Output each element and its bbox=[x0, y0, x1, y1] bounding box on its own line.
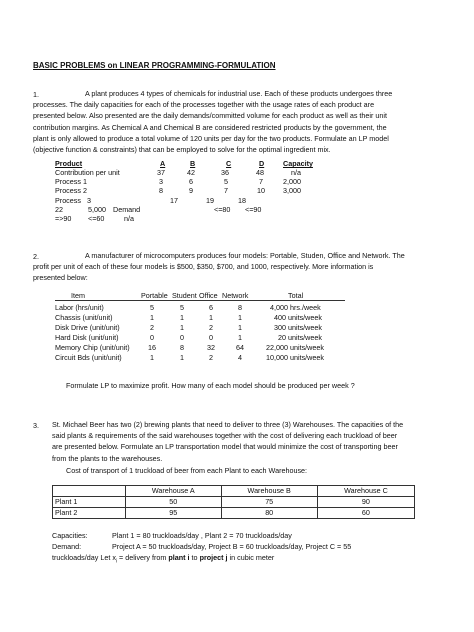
cell: 3,000 bbox=[283, 186, 301, 195]
table-header: Warehouse C bbox=[317, 486, 414, 497]
problem-2-number: 2. bbox=[33, 252, 39, 261]
portable-header: Portable bbox=[141, 291, 168, 300]
cell: 9 bbox=[189, 186, 193, 195]
cell: 1 bbox=[238, 313, 242, 322]
cell: 17 bbox=[170, 196, 178, 205]
page-title: BASIC PROBLEMS on LINEAR PROGRAMMING-FORMULATION bbox=[33, 61, 276, 70]
capacities-label: Capacities: bbox=[52, 531, 88, 540]
cell: 1 bbox=[209, 313, 213, 322]
cell: 22 bbox=[55, 205, 63, 214]
variable-definition bbox=[52, 554, 274, 564]
row-label: Labor (hrs/unit) bbox=[55, 303, 104, 312]
problem-1-line: contribution margins. As Chemical A and Chemical B are considered restricted products by the government, the bbox=[33, 122, 387, 132]
cell: 19 bbox=[206, 196, 214, 205]
problem-2-line: profit per unit of each of these four models is $500, $350, $700, and 1000, respectively. More information is bbox=[33, 262, 374, 272]
cell: 1 bbox=[180, 353, 184, 362]
var-def-post: in cubic meter bbox=[227, 553, 275, 562]
problem-3-text bbox=[52, 419, 442, 464]
transport-cost-table bbox=[52, 485, 415, 519]
problem-3-line: said plants & requirements of the said warehouses together with the cost of delivering each truckload of beer bbox=[52, 431, 398, 441]
cell: 18 bbox=[238, 196, 246, 205]
row-label: Demand bbox=[113, 205, 141, 214]
table-header: Warehouse B bbox=[221, 486, 317, 497]
capacities-text: Plant 1 = 80 truckloads/day , Plant 2 = 70 truckloads/day bbox=[112, 531, 292, 540]
table-row bbox=[53, 508, 415, 519]
network-header: Network bbox=[222, 291, 249, 300]
office-header: Office bbox=[199, 291, 218, 300]
var-def-plant: plant i bbox=[168, 553, 190, 562]
cell: 4 bbox=[238, 353, 242, 362]
cell: 6 bbox=[209, 303, 213, 312]
row-label: Chassis (unit/unit) bbox=[55, 313, 113, 322]
table-corner bbox=[53, 486, 126, 497]
cell: 2 bbox=[209, 353, 213, 362]
cell: 6 bbox=[189, 177, 193, 186]
table-cell: 90 bbox=[317, 497, 414, 508]
cell: 10,000 units/week bbox=[266, 353, 324, 362]
cell: 1 bbox=[180, 313, 184, 322]
row-label: Disk Drive (unit/unit) bbox=[55, 323, 120, 332]
problem-2-question: Formulate LP to maximize profit. How many of each model should be produced per week ? bbox=[66, 381, 355, 390]
problem-1-line: presented below. Also presented are the daily demands/committed volume for each product as well as their unit bbox=[33, 111, 387, 121]
table-cell: 50 bbox=[126, 497, 222, 508]
cell: 42 bbox=[187, 168, 195, 177]
capacity-header: Capacity bbox=[283, 159, 313, 168]
col-a-header: A bbox=[160, 159, 166, 168]
table-row bbox=[53, 486, 415, 497]
cell: 20 units/week bbox=[278, 333, 322, 342]
cell: 0 bbox=[150, 333, 154, 342]
cell: 3 bbox=[87, 196, 91, 205]
demand-text: Project A = 50 truckloads/day, Project B = 60 truckloads/day, Project C = 55 bbox=[112, 542, 352, 551]
var-def-mid: = delivery from bbox=[117, 553, 169, 562]
cell: 22,000 units/week bbox=[266, 343, 324, 352]
row-label: Process 2 bbox=[55, 186, 87, 195]
row-label: Memory Chip (unit/unit) bbox=[55, 343, 130, 352]
cell: 64 bbox=[236, 343, 244, 352]
cell: 1 bbox=[238, 323, 242, 332]
row-label: Process bbox=[55, 196, 81, 205]
var-def-sub: i bbox=[115, 558, 118, 565]
cell: 10 bbox=[257, 186, 265, 195]
demand-label: Demand: bbox=[52, 542, 82, 551]
problem-2-line: A manufacturer of microcomputers produces four models: Portable, Studen, Office and Network. The bbox=[85, 251, 405, 260]
student-header: Student bbox=[172, 291, 197, 300]
cell: 7 bbox=[224, 186, 228, 195]
problem-2-text bbox=[33, 250, 442, 284]
header-divider bbox=[55, 300, 345, 301]
row-label: Circuit Bds (unit/unit) bbox=[55, 353, 122, 362]
cost-caption: Cost of transport of 1 truckload of beer from each Plant to each Warehouse: bbox=[66, 466, 308, 475]
table-row bbox=[53, 497, 415, 508]
problem-1-text bbox=[33, 88, 442, 155]
cell: 2,000 bbox=[283, 177, 301, 186]
cell: 2 bbox=[209, 323, 213, 332]
cell: 48 bbox=[256, 168, 264, 177]
cell: n/a bbox=[291, 168, 301, 177]
problem-1-line: processes. The daily capacities for each of the processes together with the usage rates of each product are bbox=[33, 100, 375, 110]
col-b-header: B bbox=[190, 159, 196, 168]
cell: 3 bbox=[159, 177, 163, 186]
cell: <=90 bbox=[245, 205, 262, 214]
var-def-pre: truckloads/day Let x bbox=[52, 553, 116, 562]
cell: 7 bbox=[259, 177, 263, 186]
problem-2-line: presented below: bbox=[33, 273, 88, 283]
col-c-header: C bbox=[226, 159, 232, 168]
cell: 2 bbox=[150, 323, 154, 332]
cell: 1 bbox=[150, 353, 154, 362]
cell: 8 bbox=[238, 303, 242, 312]
cell: =>90 bbox=[55, 214, 72, 223]
cell: 32 bbox=[207, 343, 215, 352]
cell: 300 units/week bbox=[274, 323, 322, 332]
row-label: Process 1 bbox=[55, 177, 87, 186]
cell: n/a bbox=[124, 214, 134, 223]
problem-3-line: St. Michael Beer has two (2) brewing plants that need to deliver to three (3) Warehouses. The capacities of the bbox=[52, 420, 404, 429]
cell: 5 bbox=[150, 303, 154, 312]
table-cell: 60 bbox=[317, 508, 414, 519]
col-d-header: D bbox=[259, 159, 265, 168]
cell: <=60 bbox=[88, 214, 105, 223]
cell: 1 bbox=[180, 323, 184, 332]
cell: 4,000 hrs./week bbox=[270, 303, 321, 312]
problem-3-line: are presented below. Formulate an LP transportation model that would minimize the cost of transporting beer bbox=[52, 442, 398, 452]
table-cell: 95 bbox=[126, 508, 222, 519]
table-cell: 80 bbox=[221, 508, 317, 519]
total-header: Total bbox=[288, 291, 304, 300]
row-label: Plant 2 bbox=[53, 508, 126, 519]
cell: 8 bbox=[159, 186, 163, 195]
cell: 400 units/week bbox=[274, 313, 322, 322]
problem-1-line: (objective function & constraints) that can be employed to solve for the optimal ingredient mix. bbox=[33, 145, 331, 155]
cell: 1 bbox=[150, 313, 154, 322]
row-label: Contribution per unit bbox=[55, 168, 120, 177]
var-def-project: project j bbox=[199, 553, 228, 562]
table-header: Warehouse A bbox=[126, 486, 222, 497]
table-cell: 75 bbox=[221, 497, 317, 508]
cell: 36 bbox=[221, 168, 229, 177]
cell: 8 bbox=[180, 343, 184, 352]
cell: 0 bbox=[209, 333, 213, 342]
cell: 0 bbox=[180, 333, 184, 342]
cell: 16 bbox=[148, 343, 156, 352]
item-header: Item bbox=[71, 291, 85, 300]
cell: 5 bbox=[180, 303, 184, 312]
problem-3-number: 3. bbox=[33, 421, 39, 430]
problem-3-line: from the plants to the warehouses. bbox=[52, 453, 163, 463]
problem-1-line: plant is only allowed to produce a total volume of 120 units per day for the two products. Formulate an LP model bbox=[33, 133, 389, 143]
product-header: Product bbox=[55, 159, 83, 168]
cell: 5 bbox=[224, 177, 228, 186]
var-def-to: to bbox=[189, 553, 200, 562]
row-label: Plant 1 bbox=[53, 497, 126, 508]
row-label: Hard Disk (unit/unit) bbox=[55, 333, 119, 342]
cell: 5,000 bbox=[88, 205, 106, 214]
cell: 1 bbox=[238, 333, 242, 342]
problem-1-number: 1. bbox=[33, 90, 39, 99]
problem-1-line: A plant produces 4 types of chemicals for industrial use. Each of these products undergoes three bbox=[85, 89, 393, 98]
cell: 37 bbox=[157, 168, 165, 177]
cell: <=80 bbox=[214, 205, 231, 214]
